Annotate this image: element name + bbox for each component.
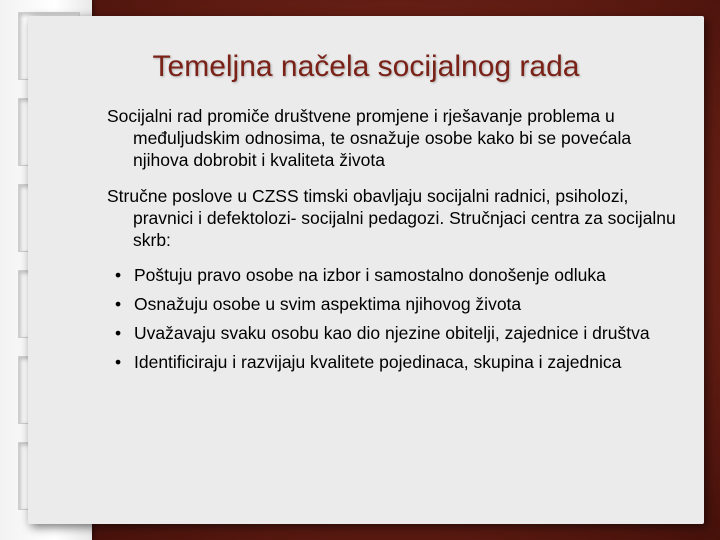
list-item [107, 294, 687, 314]
bullet-icon: • [115, 352, 122, 372]
list-item [107, 323, 687, 343]
bullet-icon: • [115, 323, 122, 343]
list-item [107, 352, 687, 372]
principles-list [107, 265, 687, 372]
list-item-text: Identificiraju i razvijaju kvalitete pojedinaca, skupina i zajednica [134, 352, 622, 372]
slide-title: Temeljna načela socijalnog rada [152, 50, 580, 83]
list-item-text: Osnažuju osobe u svim aspektima njihovog života [134, 294, 522, 314]
staff-paragraph: Stručne poslove u CZSS timski obavljaju socijalni radnici, psiholozi, pravnici i defektolozi- socijalni pedagozi. Stručnjaci centra za socijalnu skrb: [107, 186, 676, 250]
list-item-text: Poštuju pravo osobe na izbor i samostalno donošenje odluka [134, 265, 606, 285]
bullet-icon: • [115, 265, 122, 285]
bullet-icon: • [115, 294, 122, 314]
list-item [107, 265, 687, 285]
slide-body [107, 105, 687, 381]
intro-paragraph: Socijalni rad promiče društvene promjene i rješavanje problema u međuljudskim odnosima, te osnažuje osobe kako bi se povećala njihova dobrobit i kvaliteta života [107, 106, 632, 170]
list-item-text: Uvažavaju svaku osobu kao dio njezine obitelji, zajednice i društva [134, 323, 650, 343]
